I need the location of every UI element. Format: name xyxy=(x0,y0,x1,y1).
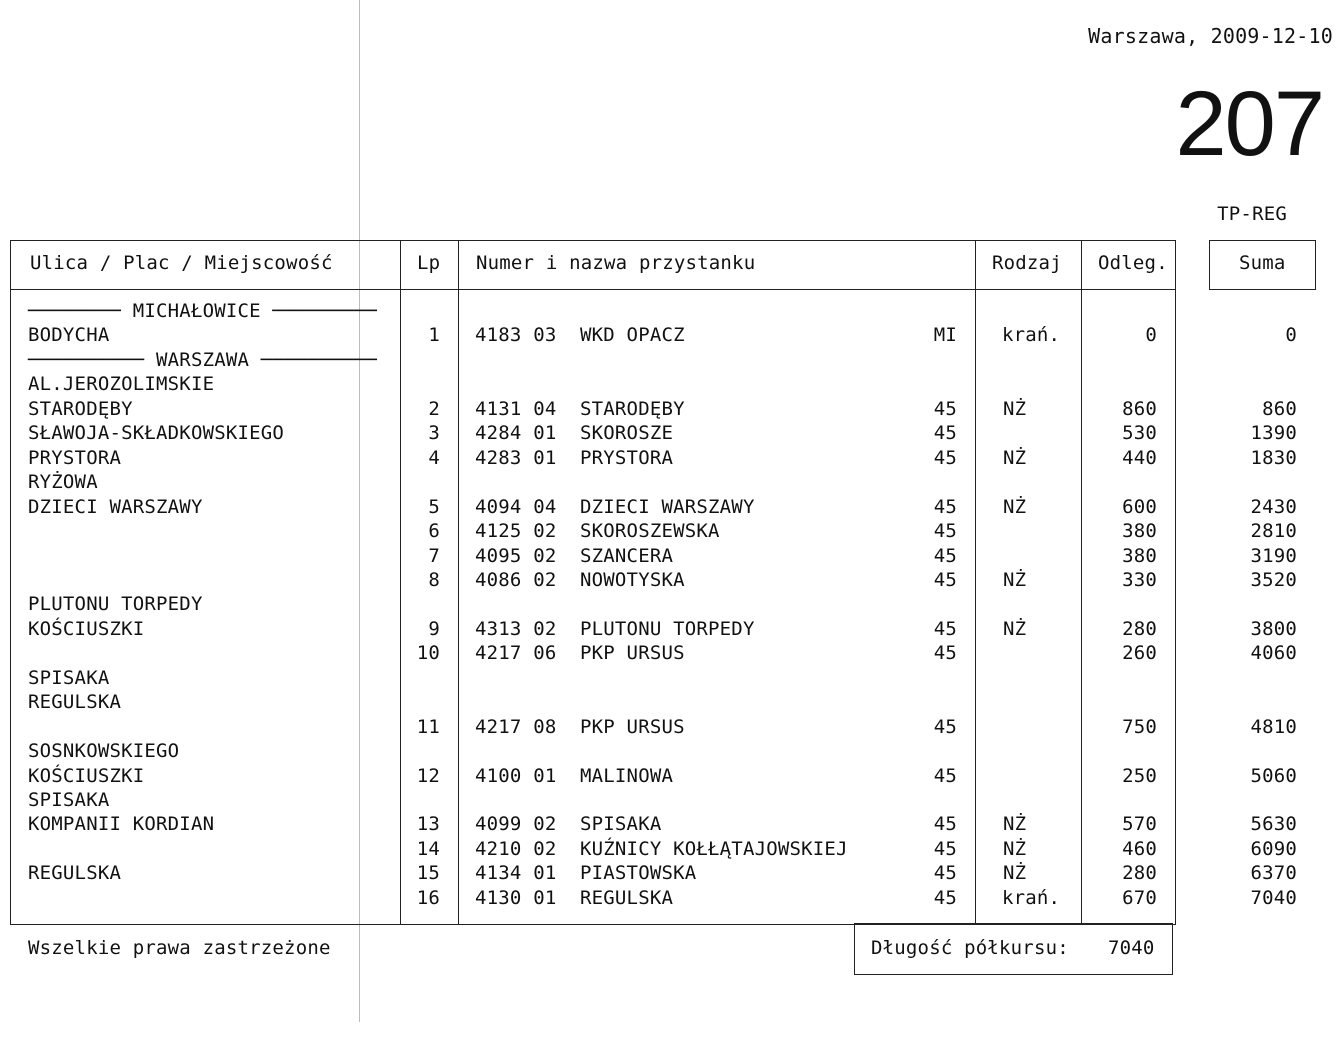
stop-zone: 45 xyxy=(933,397,957,420)
stop-number: 4130 01 xyxy=(475,886,557,909)
stop-zone: 45 xyxy=(933,617,957,640)
header-street: Ulica / Plac / Miejscowość xyxy=(30,252,333,274)
stop-number: 4094 04 xyxy=(475,495,557,518)
stop-type: krań. xyxy=(1002,324,1061,347)
stop-sum: 3520 xyxy=(1250,568,1297,591)
header-divider xyxy=(10,289,1176,290)
stop-name: PIASTOWSKA xyxy=(580,862,697,885)
stop-lp: 15 xyxy=(416,862,440,885)
stop-zone: 45 xyxy=(933,544,957,567)
stop-lp: 10 xyxy=(416,642,440,665)
street-name: BODYCHA xyxy=(28,324,110,347)
stop-distance: 380 xyxy=(1122,544,1157,567)
line-code: TP-REG xyxy=(1217,203,1287,225)
header-stop: Numer i nazwa przystanku xyxy=(476,252,756,274)
stop-lp: 14 xyxy=(416,837,440,860)
stop-name: STARODĘBY xyxy=(580,397,685,420)
stop-sum: 4810 xyxy=(1250,715,1297,738)
stop-zone: 45 xyxy=(933,886,957,909)
stop-zone: 45 xyxy=(933,520,957,543)
stop-zone: 45 xyxy=(933,495,957,518)
stop-name: NOWOTYSKA xyxy=(580,568,685,591)
stop-sum: 4060 xyxy=(1250,642,1297,665)
stop-sum: 0 xyxy=(1285,324,1297,347)
stop-number: 4283 01 xyxy=(475,446,557,469)
stop-sum: 1390 xyxy=(1250,422,1297,445)
header-lp: Lp xyxy=(417,252,441,274)
stop-name: SKOROSZE xyxy=(580,422,674,445)
stop-name: SZANCERA xyxy=(580,544,674,567)
stop-distance: 280 xyxy=(1122,617,1157,640)
stop-type: NŻ xyxy=(1003,568,1027,591)
stop-number: 4217 06 xyxy=(475,642,557,665)
copyright: Wszelkie prawa zastrzeżone xyxy=(28,937,331,959)
stop-sum: 1830 xyxy=(1250,446,1297,469)
stop-name: KUŹNICY KOŁŁĄTAJOWSKIEJ xyxy=(580,837,848,860)
street-name: SŁAWOJA-SKŁADKOWSKIEGO xyxy=(28,422,285,445)
stop-lp: 5 xyxy=(428,495,440,518)
stop-zone: MI xyxy=(933,324,957,347)
stop-name: SPISAKA xyxy=(580,813,662,836)
stop-zone: 45 xyxy=(933,715,957,738)
header-sum: Suma xyxy=(1239,252,1286,274)
stop-sum: 860 xyxy=(1262,397,1297,420)
stop-number: 4125 02 xyxy=(475,520,557,543)
stop-name: DZIECI WARSZAWY xyxy=(580,495,755,518)
stop-lp: 6 xyxy=(428,520,440,543)
stop-sum: 6370 xyxy=(1250,862,1297,885)
stop-sum: 5060 xyxy=(1250,764,1297,787)
street-name: DZIECI WARSZAWY xyxy=(28,495,203,518)
stop-number: 4313 02 xyxy=(475,617,557,640)
street-name: ────────── WARSZAWA ────────── xyxy=(28,348,378,371)
header-distance: Odleg. xyxy=(1098,252,1168,274)
stop-distance: 860 xyxy=(1122,397,1157,420)
stop-number: 4134 01 xyxy=(475,862,557,885)
stop-lp: 11 xyxy=(416,715,440,738)
street-name: REGULSKA xyxy=(28,691,122,714)
stop-name: SKOROSZEWSKA xyxy=(580,520,720,543)
stop-name: MALINOWA xyxy=(580,764,674,787)
street-name: SPISAKA xyxy=(28,666,110,689)
stop-zone: 45 xyxy=(933,764,957,787)
stop-type: NŻ xyxy=(1003,617,1027,640)
stop-distance: 750 xyxy=(1122,715,1157,738)
stop-name: WKD OPACZ xyxy=(580,324,685,347)
stop-number: 4100 01 xyxy=(475,764,557,787)
length-label: Długość półkursu: xyxy=(871,937,1069,959)
stop-lp: 7 xyxy=(428,544,440,567)
street-name: SPISAKA xyxy=(28,789,110,811)
stop-type: NŻ xyxy=(1003,495,1027,518)
stop-lp: 8 xyxy=(428,568,440,591)
street-name: KOŚCIUSZKI xyxy=(28,617,145,640)
line-number: 207 xyxy=(1175,73,1323,175)
street-name: RYŻOWA xyxy=(28,471,98,494)
stop-number: 4131 04 xyxy=(475,397,557,420)
stop-zone: 45 xyxy=(933,813,957,836)
stop-distance: 250 xyxy=(1122,764,1157,787)
col-divider-stop xyxy=(458,240,459,924)
stop-sum: 5630 xyxy=(1250,813,1297,836)
stop-name: PKP URSUS xyxy=(580,642,685,665)
street-name: REGULSKA xyxy=(28,862,122,885)
stop-distance: 280 xyxy=(1122,862,1157,885)
stop-type: NŻ xyxy=(1003,397,1027,420)
stop-zone: 45 xyxy=(933,642,957,665)
stop-zone: 45 xyxy=(933,837,957,860)
stop-number: 4284 01 xyxy=(475,422,557,445)
stop-type: NŻ xyxy=(1003,446,1027,469)
stop-number: 4183 03 xyxy=(475,324,557,347)
stop-distance: 260 xyxy=(1122,642,1157,665)
stop-distance: 330 xyxy=(1122,568,1157,591)
stop-number: 4099 02 xyxy=(475,813,557,836)
stop-zone: 45 xyxy=(933,862,957,885)
stop-distance: 0 xyxy=(1145,324,1157,347)
stop-lp: 16 xyxy=(416,886,440,909)
stop-name: PKP URSUS xyxy=(580,715,685,738)
stop-distance: 440 xyxy=(1122,446,1157,469)
stop-lp: 1 xyxy=(428,324,440,347)
stop-sum: 3190 xyxy=(1250,544,1297,567)
street-name: KOMPANII KORDIAN xyxy=(28,813,215,836)
length-value: 7040 xyxy=(1108,937,1155,959)
stop-distance: 530 xyxy=(1122,422,1157,445)
stop-name: PLUTONU TORPEDY xyxy=(580,617,755,640)
stop-distance: 380 xyxy=(1122,520,1157,543)
stop-zone: 45 xyxy=(933,422,957,445)
stop-zone: 45 xyxy=(933,568,957,591)
stop-distance: 460 xyxy=(1122,837,1157,860)
stop-sum: 2810 xyxy=(1250,520,1297,543)
stop-type: krań. xyxy=(1002,886,1061,909)
stop-number: 4210 02 xyxy=(475,837,557,860)
stop-sum: 3800 xyxy=(1250,617,1297,640)
stop-type: NŻ xyxy=(1003,813,1027,836)
street-name: ──────── MICHAŁOWICE ───────── xyxy=(28,300,378,322)
street-name: KOŚCIUSZKI xyxy=(28,764,145,787)
stop-number: 4086 02 xyxy=(475,568,557,591)
stop-zone: 45 xyxy=(933,446,957,469)
col-divider-type xyxy=(975,240,976,924)
stop-lp: 9 xyxy=(428,617,440,640)
stop-distance: 600 xyxy=(1122,495,1157,518)
stop-lp: 4 xyxy=(428,446,440,469)
stop-distance: 670 xyxy=(1122,886,1157,909)
stop-type: NŻ xyxy=(1003,837,1027,860)
place-date: Warszawa, 2009-12-10 xyxy=(1088,24,1333,48)
stop-lp: 3 xyxy=(428,422,440,445)
street-name: AL.JEROZOLIMSKIE xyxy=(28,373,215,396)
street-name: PLUTONU TORPEDY xyxy=(28,593,203,616)
street-name: SOSNKOWSKIEGO xyxy=(28,740,180,763)
stop-sum: 6090 xyxy=(1250,837,1297,860)
stop-sum: 7040 xyxy=(1250,886,1297,909)
header-type: Rodzaj xyxy=(992,252,1062,274)
stop-name: PRYSTORA xyxy=(580,446,674,469)
stop-distance: 570 xyxy=(1122,813,1157,836)
stop-lp: 13 xyxy=(416,813,440,836)
stop-number: 4095 02 xyxy=(475,544,557,567)
street-name: PRYSTORA xyxy=(28,446,122,469)
stop-sum: 2430 xyxy=(1250,495,1297,518)
stop-number: 4217 08 xyxy=(475,715,557,738)
street-name: STARODĘBY xyxy=(28,397,133,420)
stop-name: REGULSKA xyxy=(580,886,674,909)
stop-lp: 2 xyxy=(428,397,440,420)
stop-type: NŻ xyxy=(1003,862,1027,885)
stop-lp: 12 xyxy=(416,764,440,787)
